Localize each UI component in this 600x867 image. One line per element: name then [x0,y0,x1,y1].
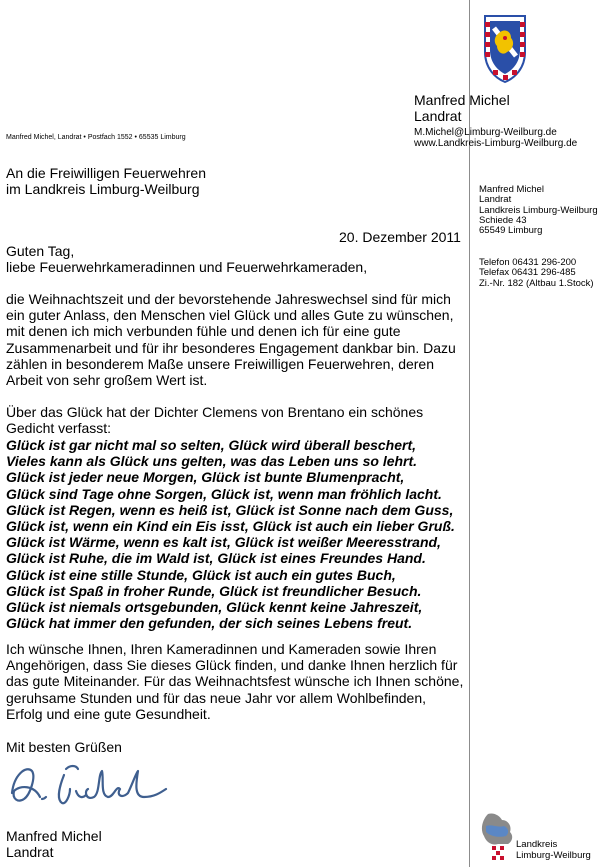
letter-date: 20. Dezember 2011 [339,229,461,245]
poem-line: Glück ist niemals ortsgebunden, Glück kennt keine Jahreszeit, [6,599,423,616]
paragraph-line: mit denen ich mich verbunden fühle und denen ich für eine gute [6,323,401,340]
handwritten-signature-icon [4,755,174,817]
signer-title: Landrat [6,844,54,860]
poem-line: Glück ist Wärme, wenn es kalt ist, Glück ist weißer Meeresstrand, [6,534,441,551]
paragraph-line: geruhsame Stunden und für das neue Jahr vor allem Wohlbefinden, [6,689,427,706]
district-map-logo-icon [478,810,518,860]
poem [6,437,455,631]
paragraph-intro [6,291,466,388]
paragraph-line: Arbeit von sehr großem Wert ist. [6,372,208,389]
sender-return-line: Manfred Michel, Landrat • Postfach 1552 • 65535 Limburg [6,134,186,141]
paragraph-line: das gute Miteinander. Für das Weihnachtsfest wünsche ich Ihnen schöne, [6,673,464,690]
letterhead-website[interactable]: www.Landkreis-Limburg-Weilburg.de [414,138,578,149]
recipient-line: im Landkreis Limburg-Weilburg [6,181,200,197]
coat-of-arms-icon [481,12,529,84]
paragraph-line: Erfolg und eine gute Gesundheit. [6,705,211,722]
letterhead-contact [414,127,577,149]
paragraph-poem-intro [6,404,466,436]
sidebar-address-line: Schiede 43 [479,214,527,226]
paragraph-line: zählen in besonderem Maße unsere Freiwilligen Feuerwehren, deren [6,355,435,372]
footer-label-line: Landkreis [516,839,558,850]
poem-line: Vieles kann als Glück uns gelten, was das Leben uns so lehrt. [6,453,418,470]
paragraph-line: Über das Glück hat der Dichter Clemens von Brentano ein schönes [6,404,424,420]
poem-line: Glück hat immer den gefunden, der sich seines Lebens freut. [6,615,413,632]
footer-label-line: Limburg-Weilburg [516,849,591,861]
signer-name: Manfred Michel [6,828,102,844]
paragraph-line: ein guter Anlass, den Menschen viel Glück und alles Gute zu wünschen, [6,307,454,324]
sidebar-address-line: 65549 Limburg [479,225,543,237]
signer-block [6,828,102,860]
recipient-line: An die Freiwilligen Feuerwehren [6,165,206,181]
sidebar-address [479,185,598,236]
paragraph-line: Angehörigen, dass Sie dieses Glück finden, und danke Ihnen herzlich für [6,657,458,674]
paragraph-wishes [6,641,466,722]
sidebar-phone-line: Zi.-Nr. 182 (Altbau 1.Stock) [479,277,594,289]
greeting [6,243,367,275]
poem-line: Glück ist, wenn ein Kind ein Eis isst, Glück ist auch ein lieber Gruß. [6,518,455,535]
letterhead-email[interactable]: M.Michel@Limburg-Weilburg.de [414,127,557,138]
letterhead-name: Manfred Michel [414,92,510,108]
poem-line: Glück ist Ruhe, die im Wald ist, Glück ist eines Freundes Hand. [6,550,426,567]
sidebar-address-line: Landkreis Limburg-Weilburg [479,204,598,216]
greeting-line: Guten Tag, [6,243,75,259]
footer-district-label [516,840,591,861]
poem-line: Glück ist eine stille Stunde, Glück ist auch ein gutes Buch, [6,566,396,583]
poem-line: Glück ist Spaß in froher Runde, Glück ist freundlicher Besuch. [6,582,422,599]
paragraph-line: die Weihnachtszeit und der bevorstehende Jahreswechsel sind für mich [6,291,451,307]
letterhead-title: Landrat [414,108,462,124]
letterhead-name-block [414,92,510,124]
poem-line: Glück sind Tage ohne Sorgen, Glück ist, wenn man fröhlich lacht. [6,485,442,502]
paragraph-line: Gedicht verfasst: [6,420,112,437]
sidebar-phone [479,258,594,289]
sidebar-phone-line: Telefax 06431 296-485 [479,267,576,279]
poem-line: Glück ist gar nicht mal so selten, Glück wird überall beschert, [6,437,417,453]
poem-line: Glück ist Regen, wenn es heiß ist, Glück ist Sonne nach dem Guss, [6,501,454,518]
closing-salutation: Mit besten Grüßen [6,739,122,755]
sidebar-address-line: Landrat [479,194,512,206]
sidebar-phone-line: Telefon 06431 296-200 [479,257,577,268]
paragraph-line: Zusammenarbeit und für ihr besonderes Engagement dankbar bin. Dazu [6,339,456,356]
recipient-address [6,165,206,197]
poem-line: Glück ist jeder neue Morgen, Glück ist bunte Blumenpracht, [6,469,405,486]
greeting-line: liebe Feuerwehrkameradinnen und Feuerwehrkameraden, [6,259,368,276]
paragraph-line: Ich wünsche Ihnen, Ihren Kameradinnen und Kameraden sowie Ihren [6,641,437,657]
sidebar-address-line: Manfred Michel [479,184,544,195]
